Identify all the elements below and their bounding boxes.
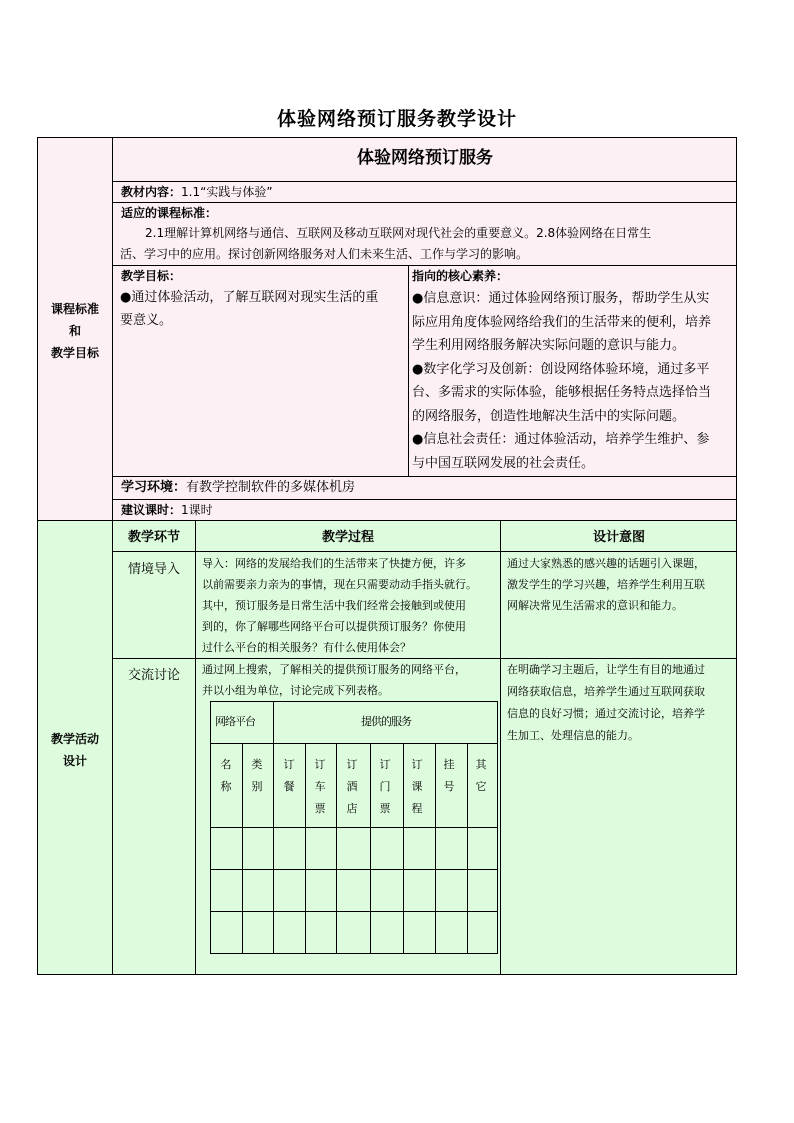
core-lines: ●信息意识：通过体验网络预订服务，帮助学生从实 际应用角度体验网络给我们的生活带来的便利，培养 学生利用网络服务解决实际问题的意识与能力。 ●数字化学习及创新：创设网络体验环境，通过多平 台、多需求的实际体验，能够根据任务特点选择恰当 的网络服务，创造性地解决生活中的实际问题。 ●信息社会责任：通过体验活动，培养学生维护、参 与中国互联网发展的社会责任。 [412,291,712,471]
header-process: 教学过程 [321,530,374,545]
document-title: 体验网络预订服务教学设计 [276,108,517,130]
core-label: 指向的核心素养： [412,269,509,283]
intent-text: 在明确学习主题后，让学生有目的地通过 网络获取信息，培养学生通过互联网获取 信息的良好习惯；通过交流讨论，培养学 生加工、处理信息的能力。 [507,663,705,742]
standards-label: 适应的课程标准： [121,206,218,220]
column-header-category: 类 别 [251,758,263,793]
goals-line: ●通过体验活动，了解互联网对现实生活的重 [120,290,379,305]
group-services-header: 提供的服务 [361,715,411,728]
activities-section-label: 教学活动 设计 [50,732,99,768]
column-header-registration: 挂 号 [443,758,455,793]
goals-line: 要意义。 [120,313,173,328]
column-header-ticket: 订 车 票 [314,758,326,815]
column-header-admission: 订 门 票 [379,758,391,815]
process-text: 导入：网络的发展给我们的生活带来了快捷方便，许多 以前需要亲力亲为的事情，现在只需要动动手指头就行。 其中，预订服务是日常生活中我们经常会接触到或使用 到的，你了解哪些网络平台可以提供预订服务？你使用 过什么平台的相关服务？有什么使用体会？ [202,557,477,654]
group-platform-header: 网络平台 [215,715,255,728]
process-text: 通过网上搜索，了解相关的提供预订服务的网络平台， 并以小组为单位，讨论完成下列表格。 [202,663,466,697]
standards-line: 活、学习中的应用。探讨创新网络服务对人们未来生活、工作与学习的影响。 [120,247,529,261]
hours-row: 建议课时：1课时 [121,503,213,517]
stage-label: 交流讨论 [127,668,180,683]
column-header-other: 其 它 [475,758,487,793]
header-intent: 设计意图 [592,530,645,545]
stage-label: 情境导入 [127,562,180,577]
lesson-title: 体验网络预订服务 [357,148,493,168]
environment-row: 学习环境：有教学控制软件的多媒体机房 [121,480,356,495]
standards-line: 2.1理解计算机网络与通信、互联网及移动互联网对现代社会的重要意义。2.8体验网络在日常生 [145,226,652,240]
standards-section-label: 课程标准 和 教学目标 [50,302,99,360]
intent-text: 通过大家熟悉的感兴趣的话题引入课题， 激发学生的学习兴趣，培养学生利用互联 网解决常见生活需求的意识和能力。 [507,557,705,612]
column-header-course: 订 课 程 [411,758,423,815]
textbook-row: 教材内容：1.1“实践与体验” [121,185,273,199]
column-header-meal: 订 餐 [283,758,295,793]
goals-label: 教学目标： [121,269,182,283]
header-stage: 教学环节 [127,530,180,545]
column-header-name: 名 称 [220,758,232,793]
column-header-hotel: 订 酒 店 [346,758,358,815]
